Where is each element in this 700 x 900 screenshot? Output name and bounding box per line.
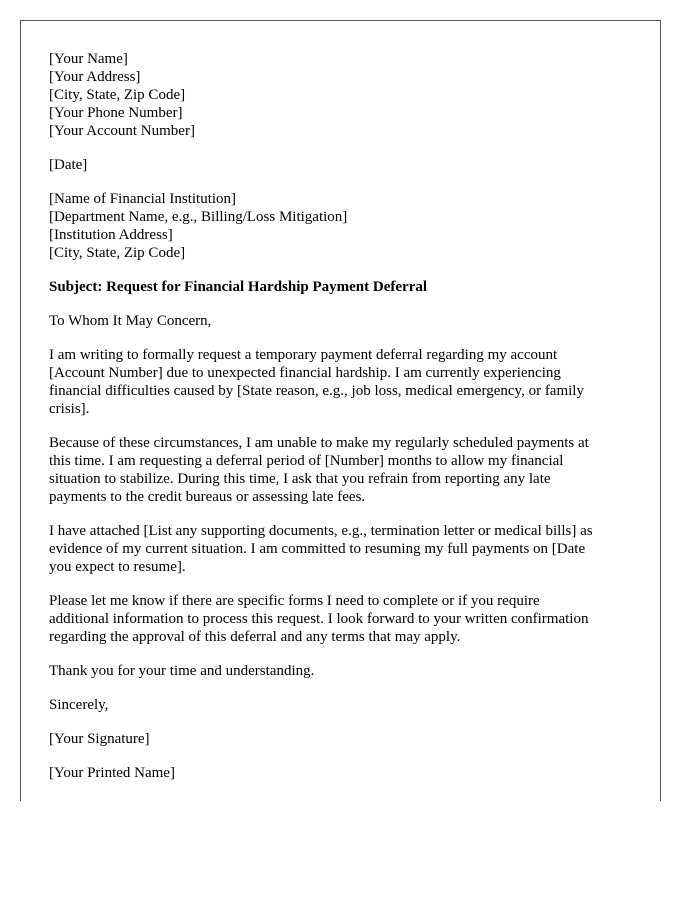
recipient-city-state-zip: [City, State, Zip Code]: [49, 245, 186, 261]
signature-block: [49, 730, 649, 748]
paragraph-line: situation to stabilize. During this time, I ask that you refrain from reporting any late: [49, 471, 551, 487]
letter-page: [20, 20, 661, 801]
body-paragraph-1: [49, 346, 649, 418]
printed-name-block: [49, 764, 649, 782]
closing: Sincerely,: [49, 697, 109, 713]
subject-line: Subject: Request for Financial Hardship Payment Deferral: [49, 279, 428, 295]
paragraph-line: I am writing to formally request a temporary payment deferral regarding my account: [49, 347, 558, 363]
recipient-address: [Institution Address]: [49, 227, 173, 243]
paragraph-line: Because of these circumstances, I am unable to make my regularly scheduled payments at: [49, 435, 589, 451]
sender-name: [Your Name]: [49, 51, 128, 67]
paragraph-line: additional information to process this request. I look forward to your written confirmation: [49, 611, 589, 627]
recipient-block: [49, 190, 649, 262]
paragraph-line: I have attached [List any supporting documents, e.g., termination letter or medical bills] as: [49, 523, 593, 539]
recipient-institution: [Name of Financial Institution]: [49, 191, 237, 207]
sender-city-state-zip: [City, State, Zip Code]: [49, 87, 186, 103]
paragraph-line: financial difficulties caused by [State reason, e.g., job loss, medical emergency, or family: [49, 383, 584, 399]
paragraph-line: crisis].: [49, 401, 90, 417]
body-paragraph-3: [49, 522, 649, 576]
date-block: [49, 156, 649, 174]
paragraph-line: [Account Number] due to unexpected financial hardship. I am currently experiencing: [49, 365, 561, 381]
sender-account: [Your Account Number]: [49, 123, 195, 139]
salutation-block: [49, 312, 649, 330]
signature: [Your Signature]: [49, 731, 150, 747]
printed-name: [Your Printed Name]: [49, 765, 175, 781]
letter-content: [49, 50, 649, 798]
paragraph-line: regarding the approval of this deferral and any terms that may apply.: [49, 629, 461, 645]
paragraph-line: Please let me know if there are specific forms I need to complete or if you require: [49, 593, 540, 609]
paragraph-line: Thank you for your time and understanding.: [49, 663, 315, 679]
paragraph-line: this time. I am requesting a deferral period of [Number] months to allow my financial: [49, 453, 564, 469]
sender-phone: [Your Phone Number]: [49, 105, 183, 121]
body-paragraph-4: [49, 592, 649, 646]
sender-block: [49, 50, 649, 140]
paragraph-line: evidence of my current situation. I am committed to resuming my full payments on [Date: [49, 541, 586, 557]
body-paragraph-2: [49, 434, 649, 506]
letter-date: [Date]: [49, 157, 88, 173]
salutation: To Whom It May Concern,: [49, 313, 212, 329]
paragraph-line: you expect to resume].: [49, 559, 186, 575]
closing-block: [49, 696, 649, 714]
body-paragraph-5: [49, 662, 649, 680]
sender-address: [Your Address]: [49, 69, 141, 85]
recipient-department: [Department Name, e.g., Billing/Loss Mitigation]: [49, 209, 348, 225]
subject-block: [49, 278, 649, 296]
paragraph-line: payments to the credit bureaus or assessing late fees.: [49, 489, 366, 505]
